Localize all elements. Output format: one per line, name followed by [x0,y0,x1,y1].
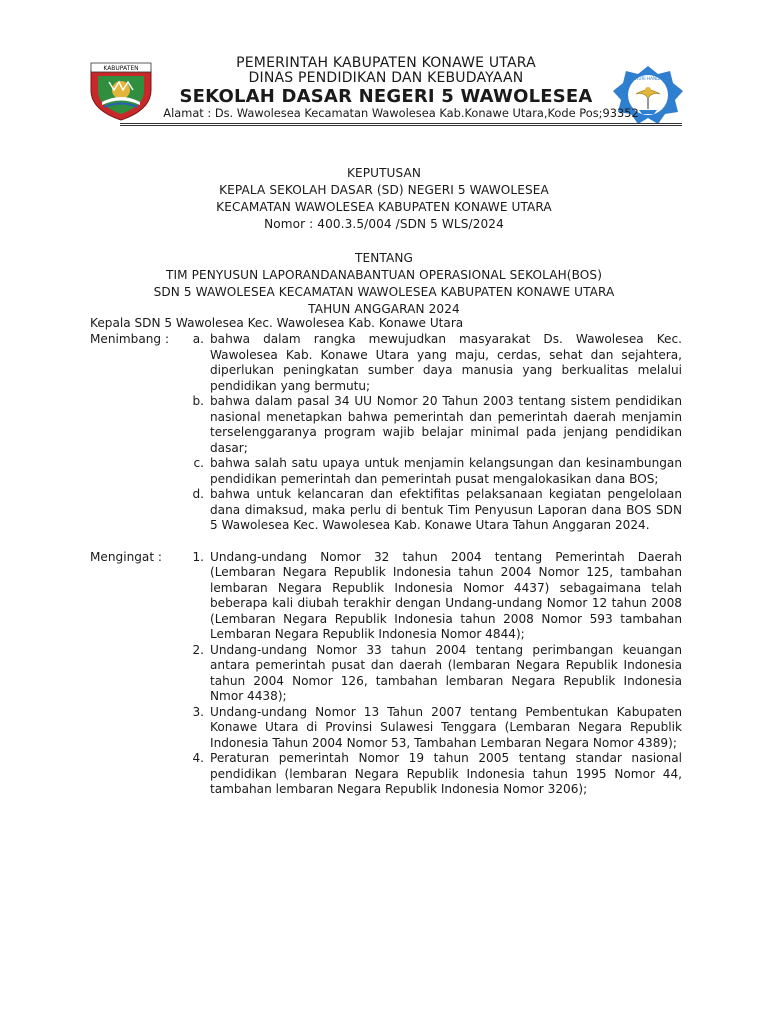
list-item-text: Undang-undang Nomor 33 tahun 2004 tentang perimbangan keuangan antara pemerintah pusat dan daerah (lembaran Negara Republik Indonesia tahun 2004 Nomor 126, tambahan lembaran Negara Republik Indonesia Nmor 4438); [210,642,682,703]
list-item-text: bahwa dalam pasal 34 UU Nomor 20 Tahun 2003 tentang sistem pendidikan nasional menetapkan bahwa pemerintah dan pemerintah daerah menjamin terselenggaranya program wajib belajar minimal pada jenjang pendidikan dasar; [210,394,682,455]
list-item-text: Peraturan pemerintah Nomor 19 tahun 2005 tentang standar nasional pendidikan (lembaran Negara Republik Indonesia tahun 1995 Nomor 44, tambahan lembaran Negara Republik Indonesia Nomor 3206); [210,751,682,796]
list-item-text: bahwa dalam rangka mewujudkan masyarakat Ds. Wawolesea Kec. Wawolesea Kab. Konawe Utara yang maju, cerdas, sehat dan sejahtera, diperlukan peningkatan sumber daya manusia yang berkualitas melalui pendidikan yang bermutu; [210,332,682,393]
mengingat-label: Mengingat : [90,549,162,564]
letterhead-divider [120,123,682,126]
letterhead-text [88,56,684,108]
heading-subject-scope: SDN 5 WAWOLESEA KECAMATAN WAWOLESEA KABUPATEN KONAWE UTARA [153,285,615,299]
list-item [186,487,682,534]
list-item-text: Undang-undang Nomor 13 Tahun 2007 tentang Pembentukan Kabupaten Konawe Utara di Provinsi Sulawesi Tenggara (Lembaran Negara Republik Indonesia Tahun 2004 Nomor 53, Tambahan Lembaran Negara Nomor 4389); [210,704,682,750]
list-item-marker: 3. [192,704,204,719]
heading-subject: TIM PENYUSUN LAPORANDANABANTUAN OPERASIONAL SEKOLAH(BOS) [165,268,603,282]
letterhead-government: PEMERINTAH KABUPATEN KONAWE UTARA [236,55,536,71]
logo-right-motto: TUT WURI HANDAYANI [624,76,672,81]
intro-line: Kepala SDN 5 Wawolesea Kec. Wawolesea Kab. Konawe Utara [90,316,464,330]
list-item-marker: c. [193,456,204,470]
heading-number: Nomor : 400.3.5/004 /SDN 5 WLS/2024 [264,217,504,231]
heading-tentang: TENTANG [355,251,413,265]
list-item [186,332,682,394]
letterhead-address: Alamat : Ds. Wawolesea Kecamatan Wawolesea Kab.Konawe Utara,Kode Pos;93352 [163,106,639,120]
mengingat-section [90,550,682,798]
list-item-marker: a. [192,332,204,346]
list-item-text: bahwa salah satu upaya untuk menjamin kelangsungan dan kesinambungan pendidikan pemerintah dan pemerintah pusat mengalokasikan dana BOS; [210,456,682,486]
heading-fiscal-year: TAHUN ANGGARAN 2024 [308,302,460,316]
menimbang-label: Menimbang : [90,332,170,346]
mengingat-list [186,550,682,798]
list-item-marker: d. [192,487,204,501]
letterhead-school-name: SEKOLAH DASAR NEGERI 5 WAWOLESEA [179,86,593,107]
decree-body [90,316,682,798]
list-item-marker: 1. [192,549,204,564]
menimbang-section [90,332,682,534]
list-item [186,705,682,752]
list-item-marker: 4. [192,751,204,765]
list-item-marker: b. [192,394,204,408]
list-item [186,550,682,643]
list-item [186,643,682,705]
list-item-text: bahwa untuk kelancaran dan efektifitas pelaksanaan kegiatan pengelolaan dana dimaksud, maka perlu di bentuk Tim Penyusun Laporan dana BOS SDN 5 Wawolesea Kec. Wawolesea Kab. Konawe Utara Tahun Anggaran 2024. [210,487,682,532]
heading-issuer: KEPALA SEKOLAH DASAR (SD) NEGERI 5 WAWOLESEA [219,183,549,197]
list-item [186,456,682,487]
list-item [186,394,682,456]
heading-keputusan: KEPUTUSAN [346,166,422,180]
letterhead-agency: DINAS PENDIDIKAN DAN KEBUDAYAAN [248,70,524,86]
heading-region: KECAMATAN WAWOLESEA KABUPATEN KONAWE UTARA [216,200,552,214]
menimbang-list [186,332,682,534]
list-item [186,751,682,798]
list-item-text: Undang-undang Nomor 32 tahun 2004 tentang Pemerintah Daerah (Lembaran Negara Republik Indonesia tahun 2004 Nomor 125, tambahan lembaran Negara Republik Indonesia Nomor 4437) sebagaimana telah beberapa kali diubah terakhir dengan Undang-undang Nomor 12 tahun 2008 (Lembaran Negara Republik Indonesia tahun 2008 Nomor 593 tambahan Lembaran Negara Republik Indonesia Nomor 4844); [210,549,682,641]
decree-heading [88,165,680,318]
emblem-caption: KABUPATEN [103,65,139,73]
list-item-marker: 2. [192,642,204,657]
letterhead [88,56,684,126]
